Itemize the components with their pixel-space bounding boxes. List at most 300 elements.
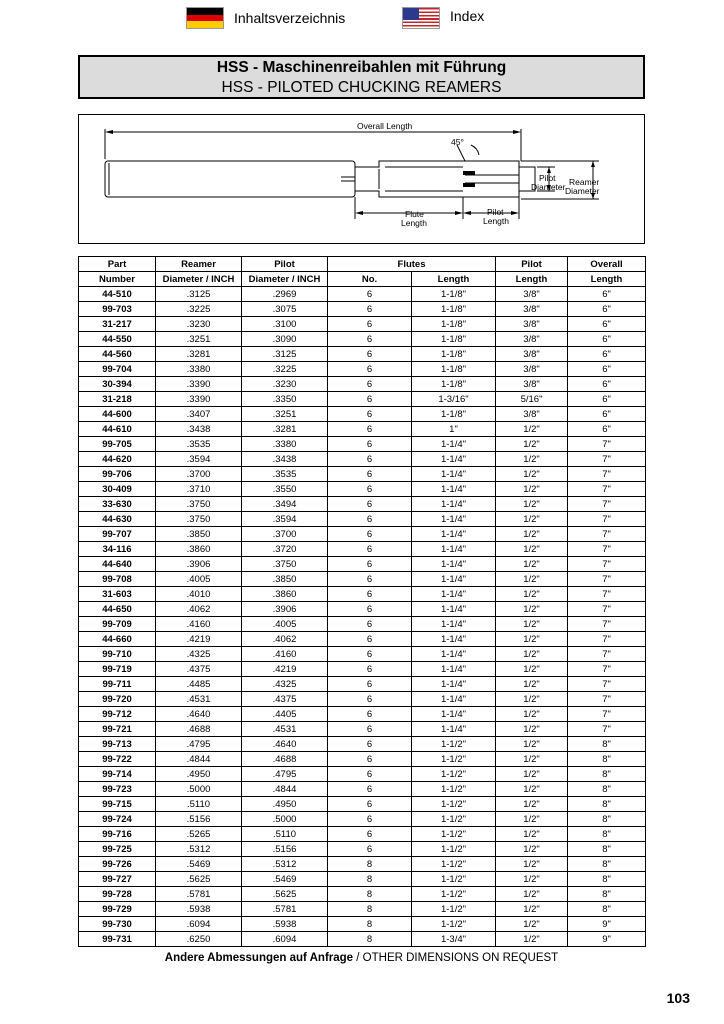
overall-length-cell: 6" bbox=[568, 377, 646, 392]
pilot-diameter-cell: .3251 bbox=[242, 407, 328, 422]
table-row bbox=[79, 287, 646, 302]
table-row bbox=[79, 797, 646, 812]
table-row bbox=[79, 842, 646, 857]
reamer-diameter-cell: .5469 bbox=[156, 857, 242, 872]
overall-length-cell: 7" bbox=[568, 617, 646, 632]
part-number-cell: 34-116 bbox=[79, 542, 156, 557]
pilot-diameter-cell: .5156 bbox=[242, 842, 328, 857]
table-row bbox=[79, 857, 646, 872]
table-row bbox=[79, 887, 646, 902]
overall-length-cell: 8" bbox=[568, 902, 646, 917]
flutes-length-cell: 1-3/16" bbox=[412, 392, 496, 407]
flutes-length-cell: 1" bbox=[412, 422, 496, 437]
reamer-diameter-cell: .4219 bbox=[156, 632, 242, 647]
overall-length-cell: 7" bbox=[568, 557, 646, 572]
overall-length-cell: 7" bbox=[568, 467, 646, 482]
pilot-length-cell: 3/8" bbox=[496, 362, 568, 377]
reamer-diameter-cell: .5000 bbox=[156, 782, 242, 797]
flutes-length-cell: 1-1/8" bbox=[412, 317, 496, 332]
overall-length-cell: 8" bbox=[568, 857, 646, 872]
table-row bbox=[79, 812, 646, 827]
reamer-diameter-cell: .4844 bbox=[156, 752, 242, 767]
overall-length-cell: 6" bbox=[568, 332, 646, 347]
reamer-diameter-cell: .5156 bbox=[156, 812, 242, 827]
part-number-cell: 44-650 bbox=[79, 602, 156, 617]
table-row bbox=[79, 707, 646, 722]
flutes-length-cell: 1-1/4" bbox=[412, 572, 496, 587]
pilot-length-cell: 1/2" bbox=[496, 917, 568, 932]
pilot-diameter-cell: .4375 bbox=[242, 692, 328, 707]
flutes-no-cell: 6 bbox=[328, 482, 412, 497]
overall-length-cell: 8" bbox=[568, 812, 646, 827]
part-number-cell: 99-730 bbox=[79, 917, 156, 932]
part-number-cell: 99-728 bbox=[79, 887, 156, 902]
pilot-diameter-cell: .4688 bbox=[242, 752, 328, 767]
part-number-cell: 31-218 bbox=[79, 392, 156, 407]
pilot-length-cell: 3/8" bbox=[496, 302, 568, 317]
part-number-cell: 99-712 bbox=[79, 707, 156, 722]
nav-inhaltsverzeichnis[interactable] bbox=[186, 4, 345, 32]
reamer-diameter-cell: .3594 bbox=[156, 452, 242, 467]
flutes-length-cell: 1-1/4" bbox=[412, 542, 496, 557]
table-row bbox=[79, 647, 646, 662]
table-row bbox=[79, 617, 646, 632]
part-number-cell: 99-721 bbox=[79, 722, 156, 737]
table-row bbox=[79, 902, 646, 917]
pilot-diameter-cell: .6094 bbox=[242, 932, 328, 947]
table-row bbox=[79, 332, 646, 347]
header-flutes-no: No. bbox=[328, 272, 412, 287]
reamer-diameter-cell: .5781 bbox=[156, 887, 242, 902]
reamer-diameter-cell: .5312 bbox=[156, 842, 242, 857]
flutes-no-cell: 6 bbox=[328, 737, 412, 752]
table-row bbox=[79, 872, 646, 887]
pilot-length-cell: 3/8" bbox=[496, 347, 568, 362]
reamer-diameter-cell: .3125 bbox=[156, 287, 242, 302]
flutes-length-cell: 1-1/8" bbox=[412, 377, 496, 392]
reamer-diameter-cell: .3750 bbox=[156, 512, 242, 527]
pilot-diameter-cell: .3906 bbox=[242, 602, 328, 617]
flutes-no-cell: 6 bbox=[328, 467, 412, 482]
overall-length-cell: 6" bbox=[568, 287, 646, 302]
flutes-length-cell: 1-3/4" bbox=[412, 932, 496, 947]
title-english: HSS - PILOTED CHUCKING REAMERS bbox=[221, 79, 502, 96]
reamer-diameter-cell: .4010 bbox=[156, 587, 242, 602]
reamer-diameter-cell: .3700 bbox=[156, 467, 242, 482]
pilot-length-cell: 1/2" bbox=[496, 482, 568, 497]
flute-length-label-2: Length bbox=[401, 218, 427, 228]
table-row bbox=[79, 602, 646, 617]
pilot-diameter-cell: .3594 bbox=[242, 512, 328, 527]
overall-length-cell: 8" bbox=[568, 842, 646, 857]
part-number-cell: 30-394 bbox=[79, 377, 156, 392]
reamer-diameter-cell: .6250 bbox=[156, 932, 242, 947]
flutes-length-cell: 1-1/4" bbox=[412, 557, 496, 572]
pilot-length-cell: 1/2" bbox=[496, 767, 568, 782]
flutes-no-cell: 6 bbox=[328, 512, 412, 527]
flutes-no-cell: 8 bbox=[328, 902, 412, 917]
flutes-no-cell: 6 bbox=[328, 332, 412, 347]
table-row bbox=[79, 482, 646, 497]
pilot-length-cell: 1/2" bbox=[496, 527, 568, 542]
part-number-cell: 99-725 bbox=[79, 842, 156, 857]
overall-length-cell: 7" bbox=[568, 497, 646, 512]
table-row bbox=[79, 767, 646, 782]
overall-length-cell: 7" bbox=[568, 437, 646, 452]
flutes-length-cell: 1-1/2" bbox=[412, 902, 496, 917]
reamer-diameter-cell: .4795 bbox=[156, 737, 242, 752]
flutes-no-cell: 6 bbox=[328, 572, 412, 587]
pilot-diameter-cell: .5000 bbox=[242, 812, 328, 827]
overall-length-cell: 8" bbox=[568, 797, 646, 812]
table-row bbox=[79, 317, 646, 332]
table-row bbox=[79, 497, 646, 512]
part-number-cell: 33-630 bbox=[79, 497, 156, 512]
flutes-no-cell: 6 bbox=[328, 362, 412, 377]
flutes-length-cell: 1-1/2" bbox=[412, 887, 496, 902]
pilot-diameter-cell: .3550 bbox=[242, 482, 328, 497]
overall-length-cell: 7" bbox=[568, 722, 646, 737]
header-pilot-length-sub: Length bbox=[496, 272, 568, 287]
flutes-length-cell: 1-1/4" bbox=[412, 632, 496, 647]
overall-length-cell: 9" bbox=[568, 932, 646, 947]
flutes-no-cell: 6 bbox=[328, 767, 412, 782]
flutes-no-cell: 6 bbox=[328, 722, 412, 737]
table-row bbox=[79, 467, 646, 482]
table-row bbox=[79, 512, 646, 527]
pilot-diameter-cell: .5110 bbox=[242, 827, 328, 842]
pilot-length-cell: 1/2" bbox=[496, 827, 568, 842]
title-german: HSS - Maschinenreibahlen mit Führung bbox=[216, 59, 507, 76]
footnote bbox=[78, 952, 645, 964]
pilot-diameter-cell: .4844 bbox=[242, 782, 328, 797]
part-number-cell: 99-710 bbox=[79, 647, 156, 662]
reamer-diameter-cell: .4531 bbox=[156, 692, 242, 707]
flutes-no-cell: 6 bbox=[328, 707, 412, 722]
table-row bbox=[79, 572, 646, 587]
part-number-cell: 99-716 bbox=[79, 827, 156, 842]
table-row bbox=[79, 632, 646, 647]
reamer-diameter-cell: .6094 bbox=[156, 917, 242, 932]
pilot-length-label-2: Length bbox=[483, 216, 509, 226]
pilot-length-cell: 1/2" bbox=[496, 722, 568, 737]
part-number-cell: 99-704 bbox=[79, 362, 156, 377]
overall-length-cell: 6" bbox=[568, 317, 646, 332]
reamer-diameter-cell: .3407 bbox=[156, 407, 242, 422]
pilot-diameter-cell: .4795 bbox=[242, 767, 328, 782]
pilot-diameter-cell: .3090 bbox=[242, 332, 328, 347]
pilot-diameter-cell: .3860 bbox=[242, 587, 328, 602]
overall-length-cell: 8" bbox=[568, 782, 646, 797]
flutes-no-cell: 6 bbox=[328, 422, 412, 437]
overall-length-cell: 6" bbox=[568, 362, 646, 377]
pilot-diameter-cell: .4640 bbox=[242, 737, 328, 752]
flutes-no-cell: 6 bbox=[328, 377, 412, 392]
flute-length-label-1: Flute bbox=[405, 209, 424, 219]
pilot-diameter-cell: .5781 bbox=[242, 902, 328, 917]
reamer-diameter-cell: .3230 bbox=[156, 317, 242, 332]
pilot-length-cell: 1/2" bbox=[496, 572, 568, 587]
header-reamer-sub: Diameter / INCH bbox=[156, 272, 242, 287]
overall-length-cell: 8" bbox=[568, 827, 646, 842]
reamer-diameter-cell: .4160 bbox=[156, 617, 242, 632]
flutes-length-cell: 1-1/4" bbox=[412, 467, 496, 482]
pilot-length-cell: 1/2" bbox=[496, 452, 568, 467]
header-number: Number bbox=[79, 272, 156, 287]
flutes-no-cell: 6 bbox=[328, 437, 412, 452]
pilot-length-cell: 1/2" bbox=[496, 437, 568, 452]
reamer-diameter-cell: .3438 bbox=[156, 422, 242, 437]
page-number: 103 bbox=[666, 990, 690, 1006]
pilot-diameter-cell: .3535 bbox=[242, 467, 328, 482]
nav-label-de[interactable]: Inhaltsverzeichnis bbox=[234, 10, 346, 26]
flutes-length-cell: 1-1/8" bbox=[412, 302, 496, 317]
pilot-diameter-cell: .3380 bbox=[242, 437, 328, 452]
table-row bbox=[79, 692, 646, 707]
flutes-no-cell: 6 bbox=[328, 587, 412, 602]
flutes-length-cell: 1-1/4" bbox=[412, 692, 496, 707]
reamer-diameter-cell: .3710 bbox=[156, 482, 242, 497]
pilot-length-cell: 1/2" bbox=[496, 752, 568, 767]
pilot-diameter-cell: .3720 bbox=[242, 542, 328, 557]
part-number-cell: 30-409 bbox=[79, 482, 156, 497]
overall-length-cell: 7" bbox=[568, 512, 646, 527]
pilot-length-cell: 5/16" bbox=[496, 392, 568, 407]
table-row bbox=[79, 542, 646, 557]
flutes-no-cell: 6 bbox=[328, 347, 412, 362]
part-number-cell: 44-640 bbox=[79, 557, 156, 572]
reamer-diameter-label-2: Diameter bbox=[565, 186, 600, 196]
flutes-length-cell: 1-1/2" bbox=[412, 812, 496, 827]
flutes-length-cell: 1-1/2" bbox=[412, 917, 496, 932]
part-number-cell: 99-708 bbox=[79, 572, 156, 587]
flutes-length-cell: 1-1/8" bbox=[412, 287, 496, 302]
flutes-length-cell: 1-1/2" bbox=[412, 857, 496, 872]
reamer-diameter-cell: .3251 bbox=[156, 332, 242, 347]
table-row bbox=[79, 917, 646, 932]
table-row bbox=[79, 587, 646, 602]
table-row bbox=[79, 437, 646, 452]
part-number-cell: 99-726 bbox=[79, 857, 156, 872]
pilot-diameter-cell: .3075 bbox=[242, 302, 328, 317]
reamer-diameter-cell: .4325 bbox=[156, 647, 242, 662]
flutes-length-cell: 1-1/4" bbox=[412, 647, 496, 662]
flutes-no-cell: 6 bbox=[328, 527, 412, 542]
flutes-no-cell: 6 bbox=[328, 812, 412, 827]
part-number-cell: 99-719 bbox=[79, 662, 156, 677]
nav-index[interactable] bbox=[402, 4, 484, 32]
pilot-length-cell: 1/2" bbox=[496, 932, 568, 947]
flutes-length-cell: 1-1/4" bbox=[412, 662, 496, 677]
flutes-length-cell: 1-1/2" bbox=[412, 797, 496, 812]
header-reamer: Reamer bbox=[156, 257, 242, 272]
overall-length-cell: 6" bbox=[568, 392, 646, 407]
flutes-no-cell: 6 bbox=[328, 407, 412, 422]
flutes-length-cell: 1-1/8" bbox=[412, 407, 496, 422]
overall-length-cell: 7" bbox=[568, 452, 646, 467]
flutes-no-cell: 6 bbox=[328, 797, 412, 812]
flutes-no-cell: 8 bbox=[328, 932, 412, 947]
pilot-diameter-cell: .3281 bbox=[242, 422, 328, 437]
table-row bbox=[79, 422, 646, 437]
part-number-cell: 99-727 bbox=[79, 872, 156, 887]
table-row bbox=[79, 302, 646, 317]
pilot-diameter-cell: .3850 bbox=[242, 572, 328, 587]
pilot-length-cell: 1/2" bbox=[496, 422, 568, 437]
reamer-diameter-cell: .4688 bbox=[156, 722, 242, 737]
reamer-diameter-cell: .3390 bbox=[156, 392, 242, 407]
pilot-length-cell: 3/8" bbox=[496, 287, 568, 302]
table-row bbox=[79, 827, 646, 842]
pilot-diameter-cell: .4325 bbox=[242, 677, 328, 692]
flutes-length-cell: 1-1/4" bbox=[412, 482, 496, 497]
reamer-flute-body bbox=[355, 161, 519, 197]
reamer-diameter-label-1: Reamer bbox=[569, 177, 600, 187]
part-number-cell: 44-550 bbox=[79, 332, 156, 347]
flutes-no-cell: 6 bbox=[328, 317, 412, 332]
header-overall: Overall bbox=[568, 257, 646, 272]
part-number-cell: 99-711 bbox=[79, 677, 156, 692]
pilot-diameter-label-1: Pilot bbox=[539, 173, 556, 183]
reamer-diameter-cell: .3380 bbox=[156, 362, 242, 377]
part-number-cell: 99-709 bbox=[79, 617, 156, 632]
pilot-length-cell: 1/2" bbox=[496, 797, 568, 812]
flutes-no-cell: 6 bbox=[328, 452, 412, 467]
part-number-cell: 99-714 bbox=[79, 767, 156, 782]
reamer-diameter-cell: .4005 bbox=[156, 572, 242, 587]
flutes-length-cell: 1-1/4" bbox=[412, 617, 496, 632]
part-number-cell: 44-620 bbox=[79, 452, 156, 467]
overall-length-cell: 6" bbox=[568, 422, 646, 437]
us-flag-icon[interactable] bbox=[402, 7, 440, 29]
part-number-cell: 99-707 bbox=[79, 527, 156, 542]
pilot-diameter-cell: .4950 bbox=[242, 797, 328, 812]
pilot-length-cell: 3/8" bbox=[496, 317, 568, 332]
reamer-diameter-cell: .3225 bbox=[156, 302, 242, 317]
pilot-diameter-cell: .5625 bbox=[242, 887, 328, 902]
overall-length-cell: 8" bbox=[568, 887, 646, 902]
table-row bbox=[79, 362, 646, 377]
pilot-length-cell: 1/2" bbox=[496, 557, 568, 572]
flutes-length-cell: 1-1/2" bbox=[412, 842, 496, 857]
flutes-no-cell: 6 bbox=[328, 302, 412, 317]
flutes-no-cell: 6 bbox=[328, 602, 412, 617]
pilot-diameter-cell: .3225 bbox=[242, 362, 328, 377]
pilot-length-cell: 1/2" bbox=[496, 812, 568, 827]
flutes-length-cell: 1-1/2" bbox=[412, 782, 496, 797]
flutes-length-cell: 1-1/8" bbox=[412, 347, 496, 362]
part-number-cell: 99-722 bbox=[79, 752, 156, 767]
pilot-length-cell: 1/2" bbox=[496, 617, 568, 632]
header-pilot-sub: Diameter / INCH bbox=[242, 272, 328, 287]
pilot-diameter-cell: .3100 bbox=[242, 317, 328, 332]
flutes-no-cell: 6 bbox=[328, 497, 412, 512]
reamer-diameter-cell: .4950 bbox=[156, 767, 242, 782]
pilot-diameter-cell: .2969 bbox=[242, 287, 328, 302]
table-row bbox=[79, 782, 646, 797]
table-row bbox=[79, 557, 646, 572]
table-row bbox=[79, 527, 646, 542]
part-number-cell: 99-703 bbox=[79, 302, 156, 317]
reamer-diameter-cell: .5938 bbox=[156, 902, 242, 917]
pilot-diameter-cell: .3230 bbox=[242, 377, 328, 392]
part-number-cell: 44-610 bbox=[79, 422, 156, 437]
reamer-diagram bbox=[78, 114, 645, 244]
pilot-length-cell: 1/2" bbox=[496, 857, 568, 872]
overall-length-cell: 9" bbox=[568, 917, 646, 932]
overall-length-cell: 7" bbox=[568, 482, 646, 497]
pilot-length-cell: 1/2" bbox=[496, 677, 568, 692]
pilot-length-cell: 1/2" bbox=[496, 602, 568, 617]
table-row bbox=[79, 662, 646, 677]
reamer-diameter-cell: .5265 bbox=[156, 827, 242, 842]
pilot-length-cell: 1/2" bbox=[496, 542, 568, 557]
reamer-diameter-cell: .4640 bbox=[156, 707, 242, 722]
part-number-cell: 99-729 bbox=[79, 902, 156, 917]
flutes-length-cell: 1-1/2" bbox=[412, 827, 496, 842]
flutes-no-cell: 6 bbox=[328, 827, 412, 842]
pilot-diameter-cell: .3494 bbox=[242, 497, 328, 512]
pilot-length-cell: 1/2" bbox=[496, 467, 568, 482]
flutes-length-cell: 1-1/4" bbox=[412, 437, 496, 452]
header-pilot: Pilot bbox=[242, 257, 328, 272]
flutes-length-cell: 1-1/4" bbox=[412, 707, 496, 722]
flutes-no-cell: 6 bbox=[328, 542, 412, 557]
overall-length-cell: 7" bbox=[568, 572, 646, 587]
flutes-no-cell: 6 bbox=[328, 557, 412, 572]
part-number-cell: 99-724 bbox=[79, 812, 156, 827]
part-number-cell: 99-723 bbox=[79, 782, 156, 797]
overall-length-cell: 7" bbox=[568, 692, 646, 707]
table-row bbox=[79, 452, 646, 467]
pilot-diameter-cell: .5312 bbox=[242, 857, 328, 872]
footnote-separator: / bbox=[353, 952, 363, 964]
flutes-no-cell: 6 bbox=[328, 677, 412, 692]
flutes-no-cell: 6 bbox=[328, 842, 412, 857]
part-number-cell: 44-630 bbox=[79, 512, 156, 527]
pilot-length-cell: 1/2" bbox=[496, 497, 568, 512]
pilot-length-cell: 1/2" bbox=[496, 632, 568, 647]
overall-length-cell: 6" bbox=[568, 407, 646, 422]
pilot-diameter-cell: .3350 bbox=[242, 392, 328, 407]
table-row bbox=[79, 752, 646, 767]
reamer-table bbox=[78, 256, 646, 947]
pilot-diameter-cell: .5469 bbox=[242, 872, 328, 887]
pilot-diameter-cell: .4219 bbox=[242, 662, 328, 677]
flutes-no-cell: 8 bbox=[328, 857, 412, 872]
german-flag-icon[interactable] bbox=[186, 7, 224, 29]
pilot-length-cell: 1/2" bbox=[496, 587, 568, 602]
flutes-length-cell: 1-1/2" bbox=[412, 767, 496, 782]
nav-label-en[interactable]: Index bbox=[450, 8, 485, 24]
overall-length-cell: 7" bbox=[568, 587, 646, 602]
flutes-no-cell: 8 bbox=[328, 887, 412, 902]
pilot-diameter-label-2: Diameter bbox=[531, 182, 566, 192]
overall-length-cell: 8" bbox=[568, 767, 646, 782]
part-number-cell: 99-715 bbox=[79, 797, 156, 812]
header-part: Part bbox=[79, 257, 156, 272]
table-body bbox=[79, 287, 646, 947]
table-row bbox=[79, 347, 646, 362]
overall-length-cell: 7" bbox=[568, 632, 646, 647]
pilot-diameter-cell: .4062 bbox=[242, 632, 328, 647]
pilot-length-cell: 1/2" bbox=[496, 737, 568, 752]
table-row bbox=[79, 677, 646, 692]
flutes-no-cell: 6 bbox=[328, 617, 412, 632]
pilot-length-cell: 1/2" bbox=[496, 662, 568, 677]
pilot-length-cell: 1/2" bbox=[496, 782, 568, 797]
pilot-diameter-cell: .4160 bbox=[242, 647, 328, 662]
